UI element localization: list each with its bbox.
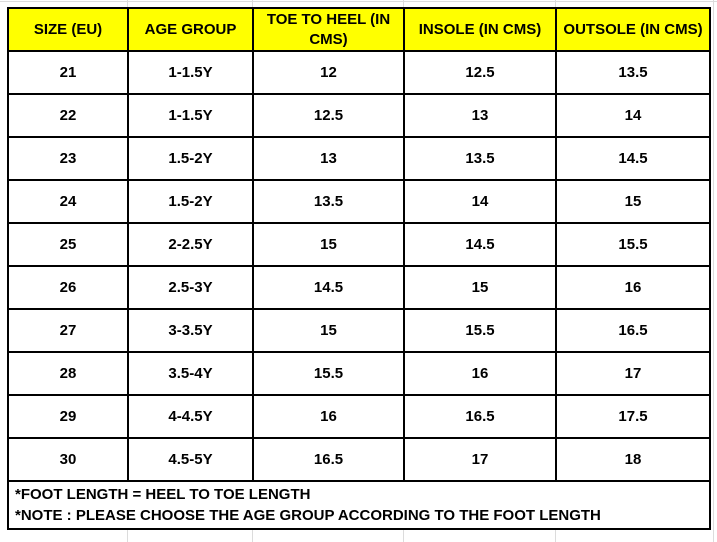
column-header-outsole-in-cms: OUTSOLE (IN CMS) — [556, 8, 710, 51]
note-foot-length: *FOOT LENGTH = HEEL TO TOE LENGTH — [15, 486, 311, 503]
table-cell: 21 — [8, 51, 128, 94]
size-chart-table — [7, 7, 711, 530]
column-header-age-group: AGE GROUP — [128, 8, 253, 51]
gridline-tick — [252, 0, 253, 7]
table-row — [8, 223, 710, 266]
table-row — [8, 94, 710, 137]
table-cell: 15.5 — [253, 352, 404, 395]
table-cell: 12.5 — [404, 51, 556, 94]
table-cell: 1.5-2Y — [128, 180, 253, 223]
header-row — [8, 8, 710, 51]
table-cell: 16 — [253, 395, 404, 438]
table-cell: 24 — [8, 180, 128, 223]
table-cell: 16.5 — [404, 395, 556, 438]
table-cell: 23 — [8, 137, 128, 180]
table-cell: 17.5 — [556, 395, 710, 438]
table-cell: 15 — [253, 309, 404, 352]
table-cell: 14.5 — [404, 223, 556, 266]
column-header-size-eu: SIZE (EU) — [8, 8, 128, 51]
gridline-horizontal-top — [0, 1, 717, 2]
table-cell: 1.5-2Y — [128, 137, 253, 180]
table-cell: 17 — [556, 352, 710, 395]
table-cell: 29 — [8, 395, 128, 438]
table-cell: 2.5-3Y — [128, 266, 253, 309]
table-row — [8, 137, 710, 180]
gridline-tick — [403, 0, 404, 7]
table-cell: 4.5-5Y — [128, 438, 253, 481]
table-cell: 3-3.5Y — [128, 309, 253, 352]
table-cell: 27 — [8, 309, 128, 352]
gridline-tick — [403, 530, 404, 542]
table-cell: 13 — [404, 94, 556, 137]
gridline-tick — [555, 530, 556, 542]
gridline-tick — [127, 530, 128, 542]
column-header-insole-in-cms: INSOLE (IN CMS) — [404, 8, 556, 51]
table-cell: 15 — [253, 223, 404, 266]
table-cell: 25 — [8, 223, 128, 266]
table-cell: 15 — [556, 180, 710, 223]
table-cell: 15.5 — [556, 223, 710, 266]
table-cell: 14 — [556, 94, 710, 137]
table-cell: 13.5 — [253, 180, 404, 223]
table-row — [8, 352, 710, 395]
table-cell: 3.5-4Y — [128, 352, 253, 395]
table-cell: 14 — [404, 180, 556, 223]
column-header-toe-to-heel-in-cms: TOE TO HEEL (IN CMS) — [253, 8, 404, 51]
table-cell: 22 — [8, 94, 128, 137]
table-cell: 15.5 — [404, 309, 556, 352]
table-cell: 18 — [556, 438, 710, 481]
table-cell: 13.5 — [556, 51, 710, 94]
table-cell: 28 — [8, 352, 128, 395]
table-cell: 16 — [404, 352, 556, 395]
note-choose-age-group: *NOTE : PLEASE CHOOSE THE AGE GROUP ACCORDING TO THE FOOT LENGTH — [15, 507, 601, 524]
table-row — [8, 438, 710, 481]
table-row — [8, 395, 710, 438]
gridline-tick — [252, 530, 253, 542]
table-cell: 12.5 — [253, 94, 404, 137]
notes-cell — [8, 481, 710, 529]
notes-row — [8, 481, 710, 529]
table-cell: 14.5 — [253, 266, 404, 309]
table-cell: 1-1.5Y — [128, 51, 253, 94]
table-row — [8, 51, 710, 94]
table-cell: 16.5 — [253, 438, 404, 481]
table-cell: 30 — [8, 438, 128, 481]
table-row — [8, 266, 710, 309]
table-row — [8, 309, 710, 352]
table-cell: 1-1.5Y — [128, 94, 253, 137]
table-row — [8, 180, 710, 223]
table-cell: 16.5 — [556, 309, 710, 352]
table-cell: 15 — [404, 266, 556, 309]
gridline-vertical-right — [713, 0, 714, 542]
table-cell: 14.5 — [556, 137, 710, 180]
table-cell: 2-2.5Y — [128, 223, 253, 266]
gridline-tick — [555, 0, 556, 7]
table-cell: 13.5 — [404, 137, 556, 180]
table-cell: 13 — [253, 137, 404, 180]
gridline-tick — [127, 0, 128, 7]
table-cell: 16 — [556, 266, 710, 309]
table-cell: 12 — [253, 51, 404, 94]
table-cell: 4-4.5Y — [128, 395, 253, 438]
table-cell: 26 — [8, 266, 128, 309]
table-cell: 17 — [404, 438, 556, 481]
